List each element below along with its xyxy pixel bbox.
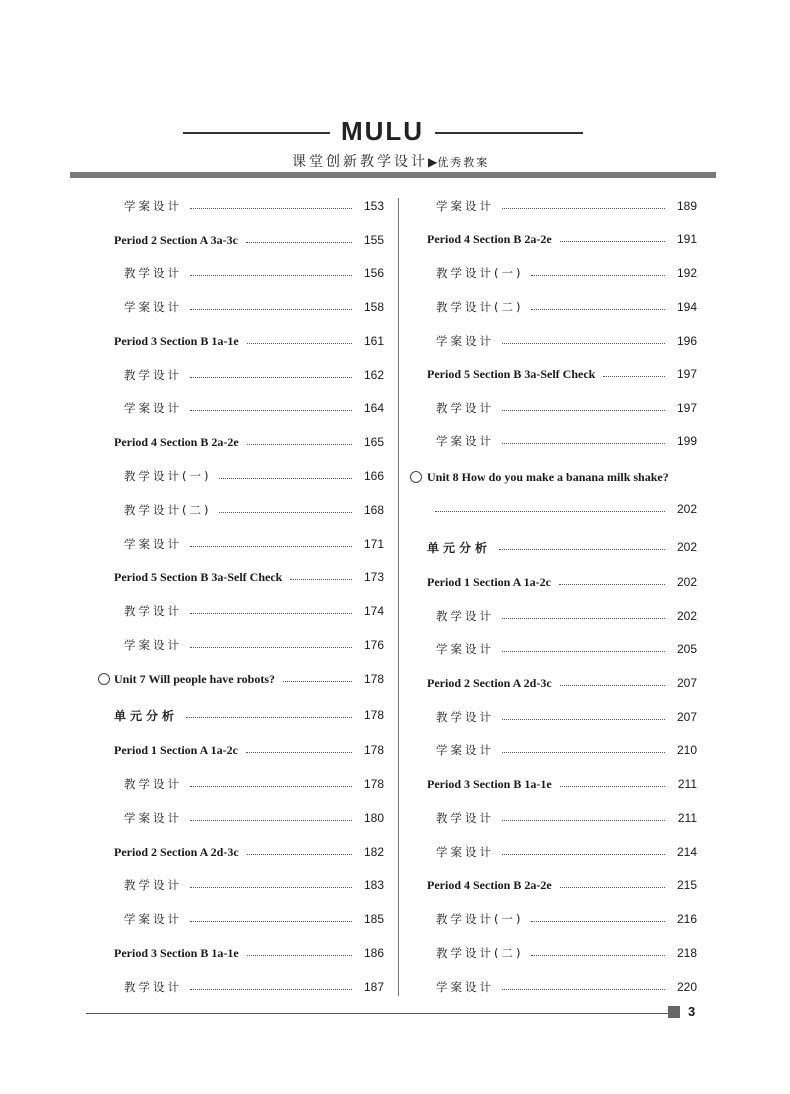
- toc-entry[interactable]: 单元分析 202: [427, 540, 697, 555]
- footer-square-icon: [668, 1006, 680, 1018]
- leader-dots: [190, 989, 352, 990]
- leader-dots: [247, 955, 352, 956]
- leader-dots: [247, 343, 352, 344]
- toc-entry[interactable]: Period 1 Section A 1a-2c 202: [427, 574, 697, 589]
- toc-entry[interactable]: 学案设计 180: [124, 811, 384, 825]
- leader-dots: [531, 921, 665, 922]
- leader-dots: [190, 410, 352, 411]
- toc-entry[interactable]: 教学设计(二) 218: [436, 946, 697, 960]
- leader-dots: [560, 685, 665, 686]
- toc-entry[interactable]: 学案设计 189: [436, 199, 697, 213]
- leader-dots: [186, 717, 352, 718]
- toc-entry[interactable]: 教学设计(一) 192: [436, 266, 697, 280]
- toc-entry[interactable]: Period 4 Section B 2a-2e 215: [427, 877, 697, 892]
- leader-dots: [560, 887, 665, 888]
- toc-entry[interactable]: Period 3 Section B 1a-1e 186: [114, 945, 384, 960]
- leader-dots: [190, 613, 352, 614]
- leader-dots: [531, 275, 665, 276]
- toc-entry[interactable]: Period 3 Section B 1a-1e 161: [114, 333, 384, 348]
- leader-dots: [502, 208, 665, 209]
- leader-dots: [502, 410, 665, 411]
- circle-icon: [98, 673, 110, 685]
- toc-entry[interactable]: 教学设计(二) 194: [436, 300, 697, 314]
- circle-icon: [410, 471, 422, 483]
- toc-entry[interactable]: 学案设计 214: [436, 845, 697, 859]
- leader-dots: [502, 854, 665, 855]
- toc-entry[interactable]: 学案设计 199: [436, 434, 697, 448]
- toc-entry[interactable]: Period 3 Section B 1a-1e 211: [427, 776, 697, 791]
- leader-dots: [190, 546, 352, 547]
- leader-dots: [531, 955, 665, 956]
- leader-dots: [246, 242, 352, 243]
- header-rule-right: [435, 132, 583, 134]
- leader-dots: [502, 343, 665, 344]
- leader-dots: [190, 786, 352, 787]
- toc-entry[interactable]: 教学设计 202: [436, 609, 697, 623]
- leader-dots: [283, 681, 352, 682]
- leader-dots: [190, 887, 352, 888]
- toc-entry[interactable]: Period 2 Section A 3a-3c 155: [114, 232, 384, 247]
- toc-entry[interactable]: 学案设计 153: [124, 199, 384, 213]
- toc-entry[interactable]: 教学设计 183: [124, 878, 384, 892]
- toc-entry[interactable]: 教学设计(一) 166: [124, 469, 384, 483]
- leader-dots: [190, 377, 352, 378]
- triangle-icon: ▶: [428, 155, 438, 169]
- leader-dots: [502, 618, 665, 619]
- toc-entry[interactable]: 学案设计 171: [124, 537, 384, 551]
- leader-dots: [502, 443, 665, 444]
- leader-dots: [560, 241, 665, 242]
- toc-entry[interactable]: Period 5 Section B 3a-Self Check 197: [427, 366, 697, 381]
- leader-dots: [290, 579, 352, 580]
- leader-dots: [603, 376, 665, 377]
- leader-dots: [435, 511, 665, 512]
- toc-entry[interactable]: 教学设计 197: [436, 401, 697, 415]
- leader-dots: [247, 444, 352, 445]
- toc-entry[interactable]: 学案设计 205: [436, 642, 697, 656]
- toc-entry[interactable]: 学案设计 158: [124, 300, 384, 314]
- footer-rule: [86, 1013, 668, 1014]
- leader-dots: [502, 820, 665, 821]
- leader-dots: [559, 584, 665, 585]
- leader-dots: [219, 512, 352, 513]
- toc-entry[interactable]: Period 4 Section B 2a-2e 165: [114, 434, 384, 449]
- toc-entry[interactable]: 教学设计 174: [124, 604, 384, 618]
- toc-entry[interactable]: 教学设计 178: [124, 777, 384, 791]
- toc-unit-entry[interactable]: Unit 7 Will people have robots? 178: [114, 671, 384, 686]
- leader-dots: [502, 752, 665, 753]
- book-subtitle: [292, 151, 489, 171]
- leader-dots: [531, 309, 665, 310]
- leader-dots: [560, 786, 665, 787]
- toc-unit-entry[interactable]: Unit 8 How do you make a banana milk shake?: [427, 469, 669, 484]
- leader-dots: [190, 647, 352, 648]
- toc-entry[interactable]: 教学设计(一) 216: [436, 912, 697, 926]
- toc-entry[interactable]: 教学设计 211: [436, 811, 697, 825]
- leader-dots: [190, 309, 352, 310]
- toc-entry[interactable]: Period 4 Section B 2a-2e 191: [427, 231, 697, 246]
- leader-dots: [190, 275, 352, 276]
- column-divider: [398, 198, 399, 996]
- toc-entry[interactable]: Period 2 Section A 2d-3c 182: [114, 844, 384, 859]
- toc-entry[interactable]: 学案设计 185: [124, 912, 384, 926]
- leader-dots: [190, 208, 352, 209]
- leader-dots: [502, 719, 665, 720]
- subtitle-text: 课堂创新教学设计: [292, 154, 428, 170]
- leader-dots: [499, 549, 665, 550]
- toc-entry-continuation[interactable]: 202: [427, 499, 697, 519]
- toc-entry[interactable]: Period 1 Section A 1a-2c 178: [114, 742, 384, 757]
- toc-entry[interactable]: 教学设计 156: [124, 266, 384, 280]
- toc-entry[interactable]: 学案设计 210: [436, 743, 697, 757]
- subtitle-tag: 优秀教案: [437, 156, 490, 169]
- leader-dots: [502, 651, 665, 652]
- toc-entry[interactable]: 学案设计 164: [124, 401, 384, 415]
- toc-entry[interactable]: Period 5 Section B 3a-Self Check 173: [114, 569, 384, 584]
- toc-entry[interactable]: 教学设计(二) 168: [124, 503, 384, 517]
- toc-entry[interactable]: 教学设计 207: [436, 710, 697, 724]
- header-rule-left: [183, 132, 330, 134]
- toc-entry[interactable]: Period 2 Section A 2d-3c 207: [427, 675, 697, 690]
- leader-dots: [247, 854, 352, 855]
- toc-entry[interactable]: 教学设计 187: [124, 980, 384, 994]
- toc-entry[interactable]: 学案设计 220: [436, 980, 697, 994]
- leader-dots: [190, 820, 352, 821]
- toc-entry[interactable]: 学案设计 176: [124, 638, 384, 652]
- toc-entry[interactable]: 教学设计 162: [124, 368, 384, 382]
- toc-entry[interactable]: 学案设计 196: [436, 334, 697, 348]
- header-band: [70, 172, 716, 178]
- leader-dots: [502, 989, 665, 990]
- leader-dots: [190, 921, 352, 922]
- page-number: 3: [688, 1004, 696, 1019]
- leader-dots: [219, 478, 352, 479]
- toc-entry[interactable]: 单元分析 178: [114, 708, 384, 723]
- page-title: MULU: [340, 116, 425, 146]
- leader-dots: [246, 752, 352, 753]
